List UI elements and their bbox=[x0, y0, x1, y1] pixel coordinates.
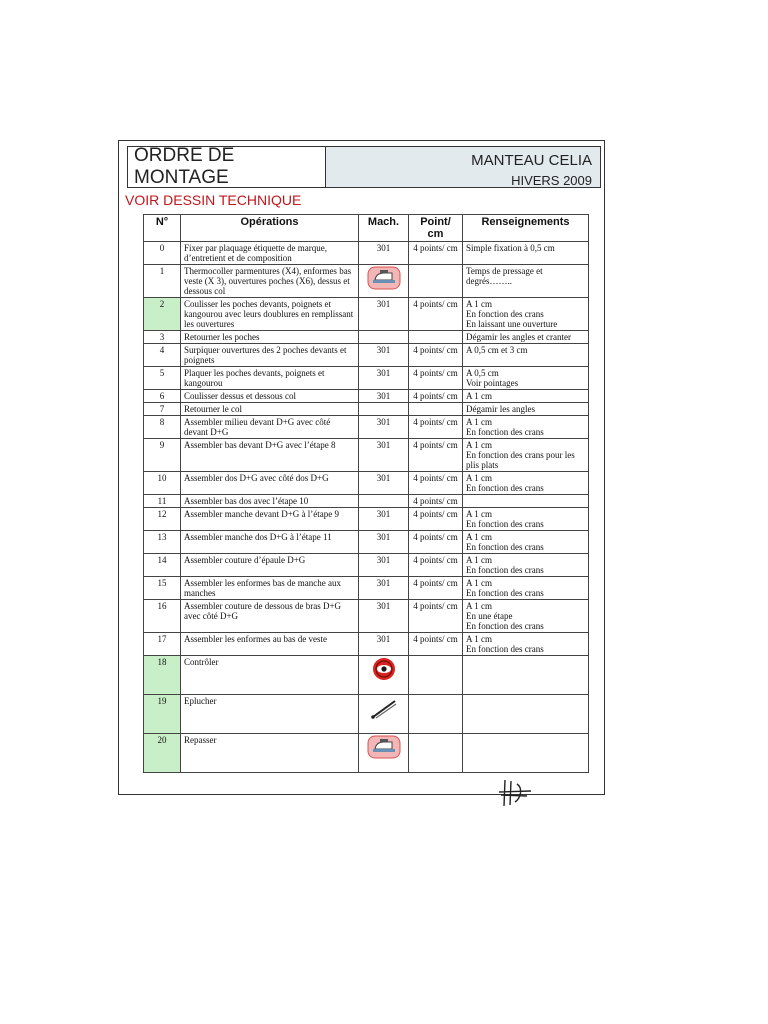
table-row bbox=[144, 472, 589, 495]
thread-scissors-icon bbox=[367, 712, 401, 722]
operation-description: Contrôler bbox=[181, 656, 359, 695]
table-row bbox=[144, 508, 589, 531]
machine-type: 301 bbox=[359, 508, 409, 531]
machine-type: 301 bbox=[359, 577, 409, 600]
machine-type: 301 bbox=[359, 633, 409, 656]
stitch-density: 4 points/ cm bbox=[409, 600, 463, 633]
machine-type: 301 bbox=[359, 531, 409, 554]
operation-description: Assembler manche devant D+G à l’étape 9 bbox=[181, 508, 359, 531]
machine-type: 301 bbox=[359, 367, 409, 390]
table-row bbox=[144, 416, 589, 439]
step-number: 9 bbox=[144, 439, 181, 472]
operation-info: A 0,5 cm et 3 cm bbox=[463, 344, 589, 367]
table-row bbox=[144, 633, 589, 656]
stitch-density: 4 points/ cm bbox=[409, 633, 463, 656]
operation-info: Simple fixation à 0,5 cm bbox=[463, 242, 589, 265]
table-row bbox=[144, 495, 589, 508]
operation-info: A 1 cm En fonction des crans bbox=[463, 554, 589, 577]
step-number: 19 bbox=[144, 695, 181, 734]
table-row bbox=[144, 439, 589, 472]
step-number: 10 bbox=[144, 472, 181, 495]
operation-info: A 1 cm En fonction des crans bbox=[463, 577, 589, 600]
operation-info: Temps de pressage et degrés…….. bbox=[463, 265, 589, 298]
operation-description: Assembler bas dos avec l’étape 10 bbox=[181, 495, 359, 508]
column-header-stitch: Point/ cm bbox=[409, 215, 463, 242]
iron-press-icon bbox=[367, 751, 401, 761]
operation-description: Coulisser les poches devants, poignets et kangourou avec leurs doublures en remplissant les ouvertures bbox=[181, 298, 359, 331]
step-number: 0 bbox=[144, 242, 181, 265]
eye-inspection-icon bbox=[367, 673, 401, 683]
iron-press-icon bbox=[367, 282, 401, 292]
table-row bbox=[144, 531, 589, 554]
table-header-row bbox=[144, 215, 589, 242]
operation-description: Assembler milieu devant D+G avec côté devant D+G bbox=[181, 416, 359, 439]
operation-description: Repasser bbox=[181, 734, 359, 773]
document-title: ORDRE DE MONTAGE bbox=[128, 147, 326, 187]
stitch-density: 4 points/ cm bbox=[409, 531, 463, 554]
stitch-density: 4 points/ cm bbox=[409, 416, 463, 439]
operation-info: A 1 cm En fonction des crans pour les plis plats bbox=[463, 439, 589, 472]
operation-description: Assembler couture d’épaule D+G bbox=[181, 554, 359, 577]
operation-info: Dégamir les angles et cranter bbox=[463, 331, 589, 344]
operation-info: A 1 cm En fonction des crans bbox=[463, 472, 589, 495]
operation-info: Dégamir les angles bbox=[463, 403, 589, 416]
step-number: 6 bbox=[144, 390, 181, 403]
stitch-density bbox=[409, 734, 463, 773]
machine-type: 301 bbox=[359, 472, 409, 495]
operation-description: Surpiquer ouvertures des 2 poches devants et poignets bbox=[181, 344, 359, 367]
column-header-machine: Mach. bbox=[359, 215, 409, 242]
stitch-density: 4 points/ cm bbox=[409, 439, 463, 472]
stitch-density bbox=[409, 331, 463, 344]
stitch-density bbox=[409, 656, 463, 695]
table-row bbox=[144, 390, 589, 403]
table-row bbox=[144, 298, 589, 331]
operation-description: Fixer par plaquage étiquette de marque, d’entretient et de composition bbox=[181, 242, 359, 265]
operation-info bbox=[463, 495, 589, 508]
operation-info bbox=[463, 734, 589, 773]
step-number: 16 bbox=[144, 600, 181, 633]
machine-type: 301 bbox=[359, 242, 409, 265]
step-number: 3 bbox=[144, 331, 181, 344]
model-block bbox=[326, 147, 600, 187]
operation-description: Assembler bas devant D+G avec l’étape 8 bbox=[181, 439, 359, 472]
table-row bbox=[144, 367, 589, 390]
machine-type: 301 bbox=[359, 416, 409, 439]
technical-drawing-note: VOIR DESSIN TECHNIQUE bbox=[125, 192, 302, 208]
machine-type: 301 bbox=[359, 344, 409, 367]
step-number: 18 bbox=[144, 656, 181, 695]
machine-type: 301 bbox=[359, 600, 409, 633]
stitch-density bbox=[409, 403, 463, 416]
operation-description: Assembler dos D+G avec côté dos D+G bbox=[181, 472, 359, 495]
stitch-density: 4 points/ cm bbox=[409, 495, 463, 508]
operation-info bbox=[463, 656, 589, 695]
machine-icon-cell bbox=[359, 734, 409, 773]
column-header-number: N° bbox=[144, 215, 181, 242]
table-row bbox=[144, 242, 589, 265]
step-number: 4 bbox=[144, 344, 181, 367]
step-number: 15 bbox=[144, 577, 181, 600]
operation-description: Assembler les enformes bas de manche aux manches bbox=[181, 577, 359, 600]
stitch-density: 4 points/ cm bbox=[409, 577, 463, 600]
step-number: 12 bbox=[144, 508, 181, 531]
step-number: 8 bbox=[144, 416, 181, 439]
step-number: 7 bbox=[144, 403, 181, 416]
machine-type: 301 bbox=[359, 298, 409, 331]
operation-info: A 1 cm En fonction des crans bbox=[463, 508, 589, 531]
step-number: 13 bbox=[144, 531, 181, 554]
stitch-density bbox=[409, 265, 463, 298]
step-number: 20 bbox=[144, 734, 181, 773]
stitch-density: 4 points/ cm bbox=[409, 390, 463, 403]
step-number: 14 bbox=[144, 554, 181, 577]
operation-description: Eplucher bbox=[181, 695, 359, 734]
model-name: MANTEAU CELIA bbox=[471, 152, 592, 169]
column-header-operations: Opérations bbox=[181, 215, 359, 242]
season-label: HIVERS 2009 bbox=[511, 173, 592, 188]
table-row bbox=[144, 695, 589, 734]
stitch-density: 4 points/ cm bbox=[409, 298, 463, 331]
column-header-info: Renseignements bbox=[463, 215, 589, 242]
table-row bbox=[144, 265, 589, 298]
machine-type: 301 bbox=[359, 439, 409, 472]
operation-info: A 1 cm En fonction des crans En laissant une ouverture bbox=[463, 298, 589, 331]
stitch-density: 4 points/ cm bbox=[409, 344, 463, 367]
operation-info: A 1 cm En fonction des crans bbox=[463, 633, 589, 656]
stitch-density: 4 points/ cm bbox=[409, 472, 463, 495]
stitch-density: 4 points/ cm bbox=[409, 367, 463, 390]
sheet-header bbox=[127, 146, 601, 188]
stitch-density: 4 points/ cm bbox=[409, 554, 463, 577]
operation-info: A 1 cm En fonction des crans bbox=[463, 531, 589, 554]
stitch-density bbox=[409, 695, 463, 734]
operations-table bbox=[143, 214, 589, 773]
machine-type bbox=[359, 495, 409, 508]
step-number: 1 bbox=[144, 265, 181, 298]
stitch-density: 4 points/ cm bbox=[409, 242, 463, 265]
operation-description: Coulisser dessus et dessous col bbox=[181, 390, 359, 403]
table-row bbox=[144, 577, 589, 600]
machine-icon-cell bbox=[359, 265, 409, 298]
operation-description: Plaquer les poches devants, poignets et kangourou bbox=[181, 367, 359, 390]
operation-description: Assembler couture de dessous de bras D+G avec côté D+G bbox=[181, 600, 359, 633]
operation-info: A 1 cm En une étape En fonction des crans bbox=[463, 600, 589, 633]
table-row bbox=[144, 734, 589, 773]
table-row bbox=[144, 656, 589, 695]
operation-info bbox=[463, 695, 589, 734]
machine-type: 301 bbox=[359, 554, 409, 577]
table-row bbox=[144, 600, 589, 633]
operation-description: Assembler les enformes au bas de veste bbox=[181, 633, 359, 656]
stitch-density: 4 points/ cm bbox=[409, 508, 463, 531]
step-number: 2 bbox=[144, 298, 181, 331]
step-number: 11 bbox=[144, 495, 181, 508]
operation-info: A 1 cm bbox=[463, 390, 589, 403]
machine-icon-cell bbox=[359, 695, 409, 734]
assembly-sheet bbox=[118, 140, 605, 795]
operation-description: Thermocoller parmentures (X4), enformes bas veste (X 3), ouvertures poches (X6), dessus et dessous col bbox=[181, 265, 359, 298]
table-row bbox=[144, 344, 589, 367]
step-number: 17 bbox=[144, 633, 181, 656]
table-row bbox=[144, 554, 589, 577]
table-row bbox=[144, 403, 589, 416]
signature-mark bbox=[497, 778, 533, 808]
operation-info: A 0,5 cm Voir pointages bbox=[463, 367, 589, 390]
operation-description: Assembler manche dos D+G à l’étape 11 bbox=[181, 531, 359, 554]
operation-description: Retourner les poches bbox=[181, 331, 359, 344]
machine-type: 301 bbox=[359, 390, 409, 403]
operation-info: A 1 cm En fonction des crans bbox=[463, 416, 589, 439]
machine-type bbox=[359, 403, 409, 416]
table-row bbox=[144, 331, 589, 344]
step-number: 5 bbox=[144, 367, 181, 390]
machine-icon-cell bbox=[359, 656, 409, 695]
operation-description: Retourner le col bbox=[181, 403, 359, 416]
machine-type bbox=[359, 331, 409, 344]
